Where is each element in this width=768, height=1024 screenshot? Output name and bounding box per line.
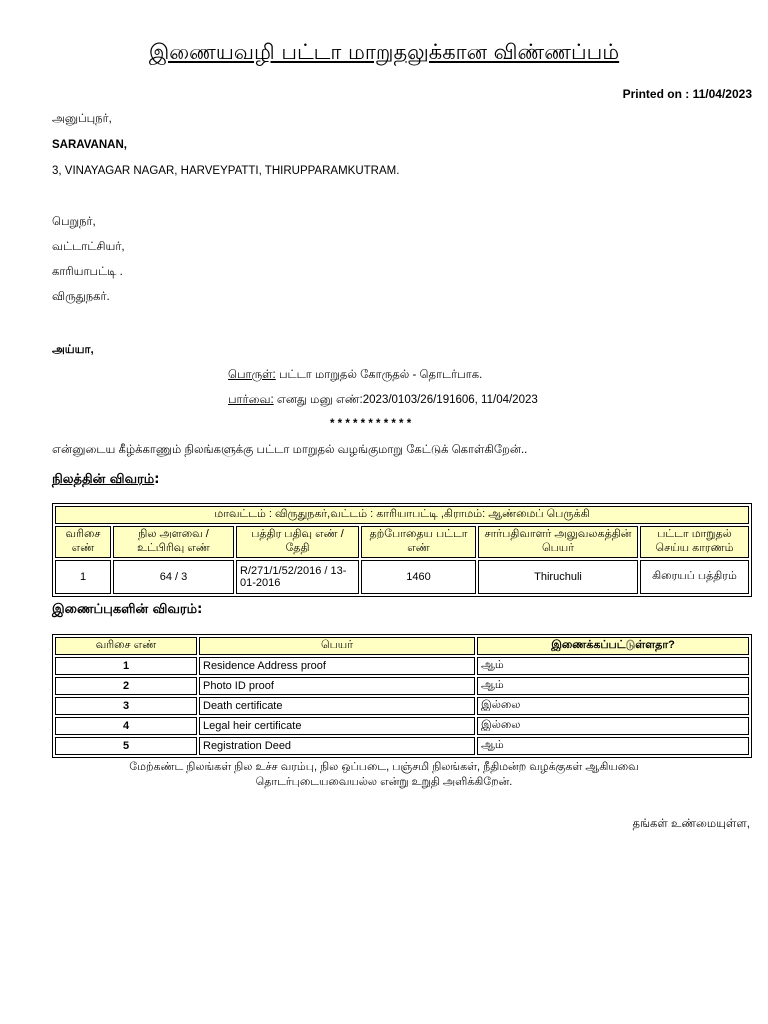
recipient-line-1: வட்டாட்சியர், <box>52 241 125 253</box>
land-header-cell: தற்போதைய பட்டா எண் <box>361 526 476 558</box>
sender-address: 3, VINAYAGAR NAGAR, HARVEYPATTI, THIRUPPARAMKUTRAM. <box>52 165 400 177</box>
reference-line <box>228 394 538 408</box>
declaration-line-1: மேற்கண்ட நிலங்கள் நில உச்ச வரம்பு, நில ஒப்படை, பஞ்சமி நிலங்கள், நீதிமன்ற வழக்குகள் ஆகியவை <box>129 761 639 773</box>
attachment-number: 1 <box>55 657 197 675</box>
reference-label: பார்வை: <box>228 394 274 406</box>
attachment-row <box>55 717 749 735</box>
attachment-name: Photo ID proof <box>199 677 475 695</box>
land-header-row <box>55 526 749 558</box>
request-text: என்னுடைய கீழ்க்காணும் நிலங்களுக்கு பட்டா மாறுதல் வழங்குமாறு கேட்டுக் கொள்கிறேன்.. <box>52 444 528 456</box>
attachments-header-cell: வரிசை எண் <box>55 637 197 655</box>
attachment-row <box>55 737 749 755</box>
attachments-header-row <box>55 637 749 655</box>
attachment-row <box>55 697 749 715</box>
land-cell: 1460 <box>361 560 476 594</box>
land-details-table <box>52 503 752 597</box>
attachment-name: Legal heir certificate <box>199 717 475 735</box>
land-location: மாவட்டம் : விருதுநகர்,வட்டம் : காரியாபட்டி ,கிராமம்: ஆண்மைப் பெருக்கி <box>55 506 749 524</box>
attachment-number: 4 <box>55 717 197 735</box>
land-section-title <box>52 472 159 488</box>
land-cell: 1 <box>55 560 111 594</box>
land-header-cell: பத்திர பதிவு எண் / தேதி <box>236 526 359 558</box>
land-header-cell: பட்டா மாறுதல் செய்ய காரணம் <box>640 526 749 558</box>
closing: தங்கள் உண்மையுள்ள, <box>632 818 750 830</box>
attachments-table <box>52 634 752 758</box>
attachments-section-title: இணைப்புகளின் விவரம்: <box>52 602 203 617</box>
attachments-header-cell: இணைக்கப்பட்டுள்ளதா? <box>477 637 749 655</box>
attachment-number: 2 <box>55 677 197 695</box>
attachment-status: இல்லை <box>477 697 749 715</box>
land-cell: Thiruchuli <box>478 560 638 594</box>
attachment-row <box>55 657 749 675</box>
land-location-row <box>55 506 749 524</box>
attachments-header-cell: பெயர் <box>199 637 475 655</box>
attachment-row <box>55 677 749 695</box>
land-header-cell: நில அளவை /உட்பிரிவு எண் <box>113 526 234 558</box>
attachment-status: இல்லை <box>477 717 749 735</box>
printed-date: Printed on : 11/04/2023 <box>622 87 752 101</box>
subject-line <box>228 369 482 383</box>
reference-text: எனது மனு எண்:2023/0103/26/191606, 11/04/2023 <box>273 394 538 406</box>
separator-stars: * * * * * * * * * * * <box>330 418 412 430</box>
attachment-status: ஆம் <box>477 657 749 675</box>
attachment-name: Residence Address proof <box>199 657 475 675</box>
sender-name: SARAVANAN, <box>52 139 127 151</box>
land-header-cell: சார்பதிவாளர் அலுவலகத்தின் பெயர் <box>478 526 638 558</box>
land-cell: 64 / 3 <box>113 560 234 594</box>
recipient-line-2: காரியாபட்டி . <box>52 266 123 278</box>
land-cell: R/271/1/52/2016 / 13-01-2016 <box>236 560 359 594</box>
land-header-cell: வரிசை எண் <box>55 526 111 558</box>
attachment-status: ஆம் <box>477 677 749 695</box>
sender-label: அனுப்புநர், <box>52 113 112 125</box>
land-section-label: நிலத்தின் விவரம் <box>52 472 155 487</box>
land-data-row <box>55 560 749 594</box>
declaration-line-2: தொடர்புடையவையல்ல என்று உறுதி அளிக்கிறேன். <box>255 776 513 788</box>
attachment-name: Death certificate <box>199 697 475 715</box>
recipient-line-3: விருதுநகர். <box>52 291 110 303</box>
attachment-status: ஆம் <box>477 737 749 755</box>
recipient-label: பெறுநர், <box>52 216 96 228</box>
land-section-colon: : <box>154 472 160 487</box>
attachment-name: Registration Deed <box>199 737 475 755</box>
subject-label: பொருள்: <box>228 369 276 381</box>
subject-text: பட்டா மாறுதல் கோருதல் - தொடர்பாக. <box>275 369 483 381</box>
attachment-number: 3 <box>55 697 197 715</box>
land-cell: கிரையப் பத்திரம் <box>640 560 749 594</box>
attachment-number: 5 <box>55 737 197 755</box>
page-title: இணையவழி பட்டா மாறுதலுக்கான விண்ணப்பம் <box>148 40 620 64</box>
salutation: அய்யா, <box>52 344 94 356</box>
